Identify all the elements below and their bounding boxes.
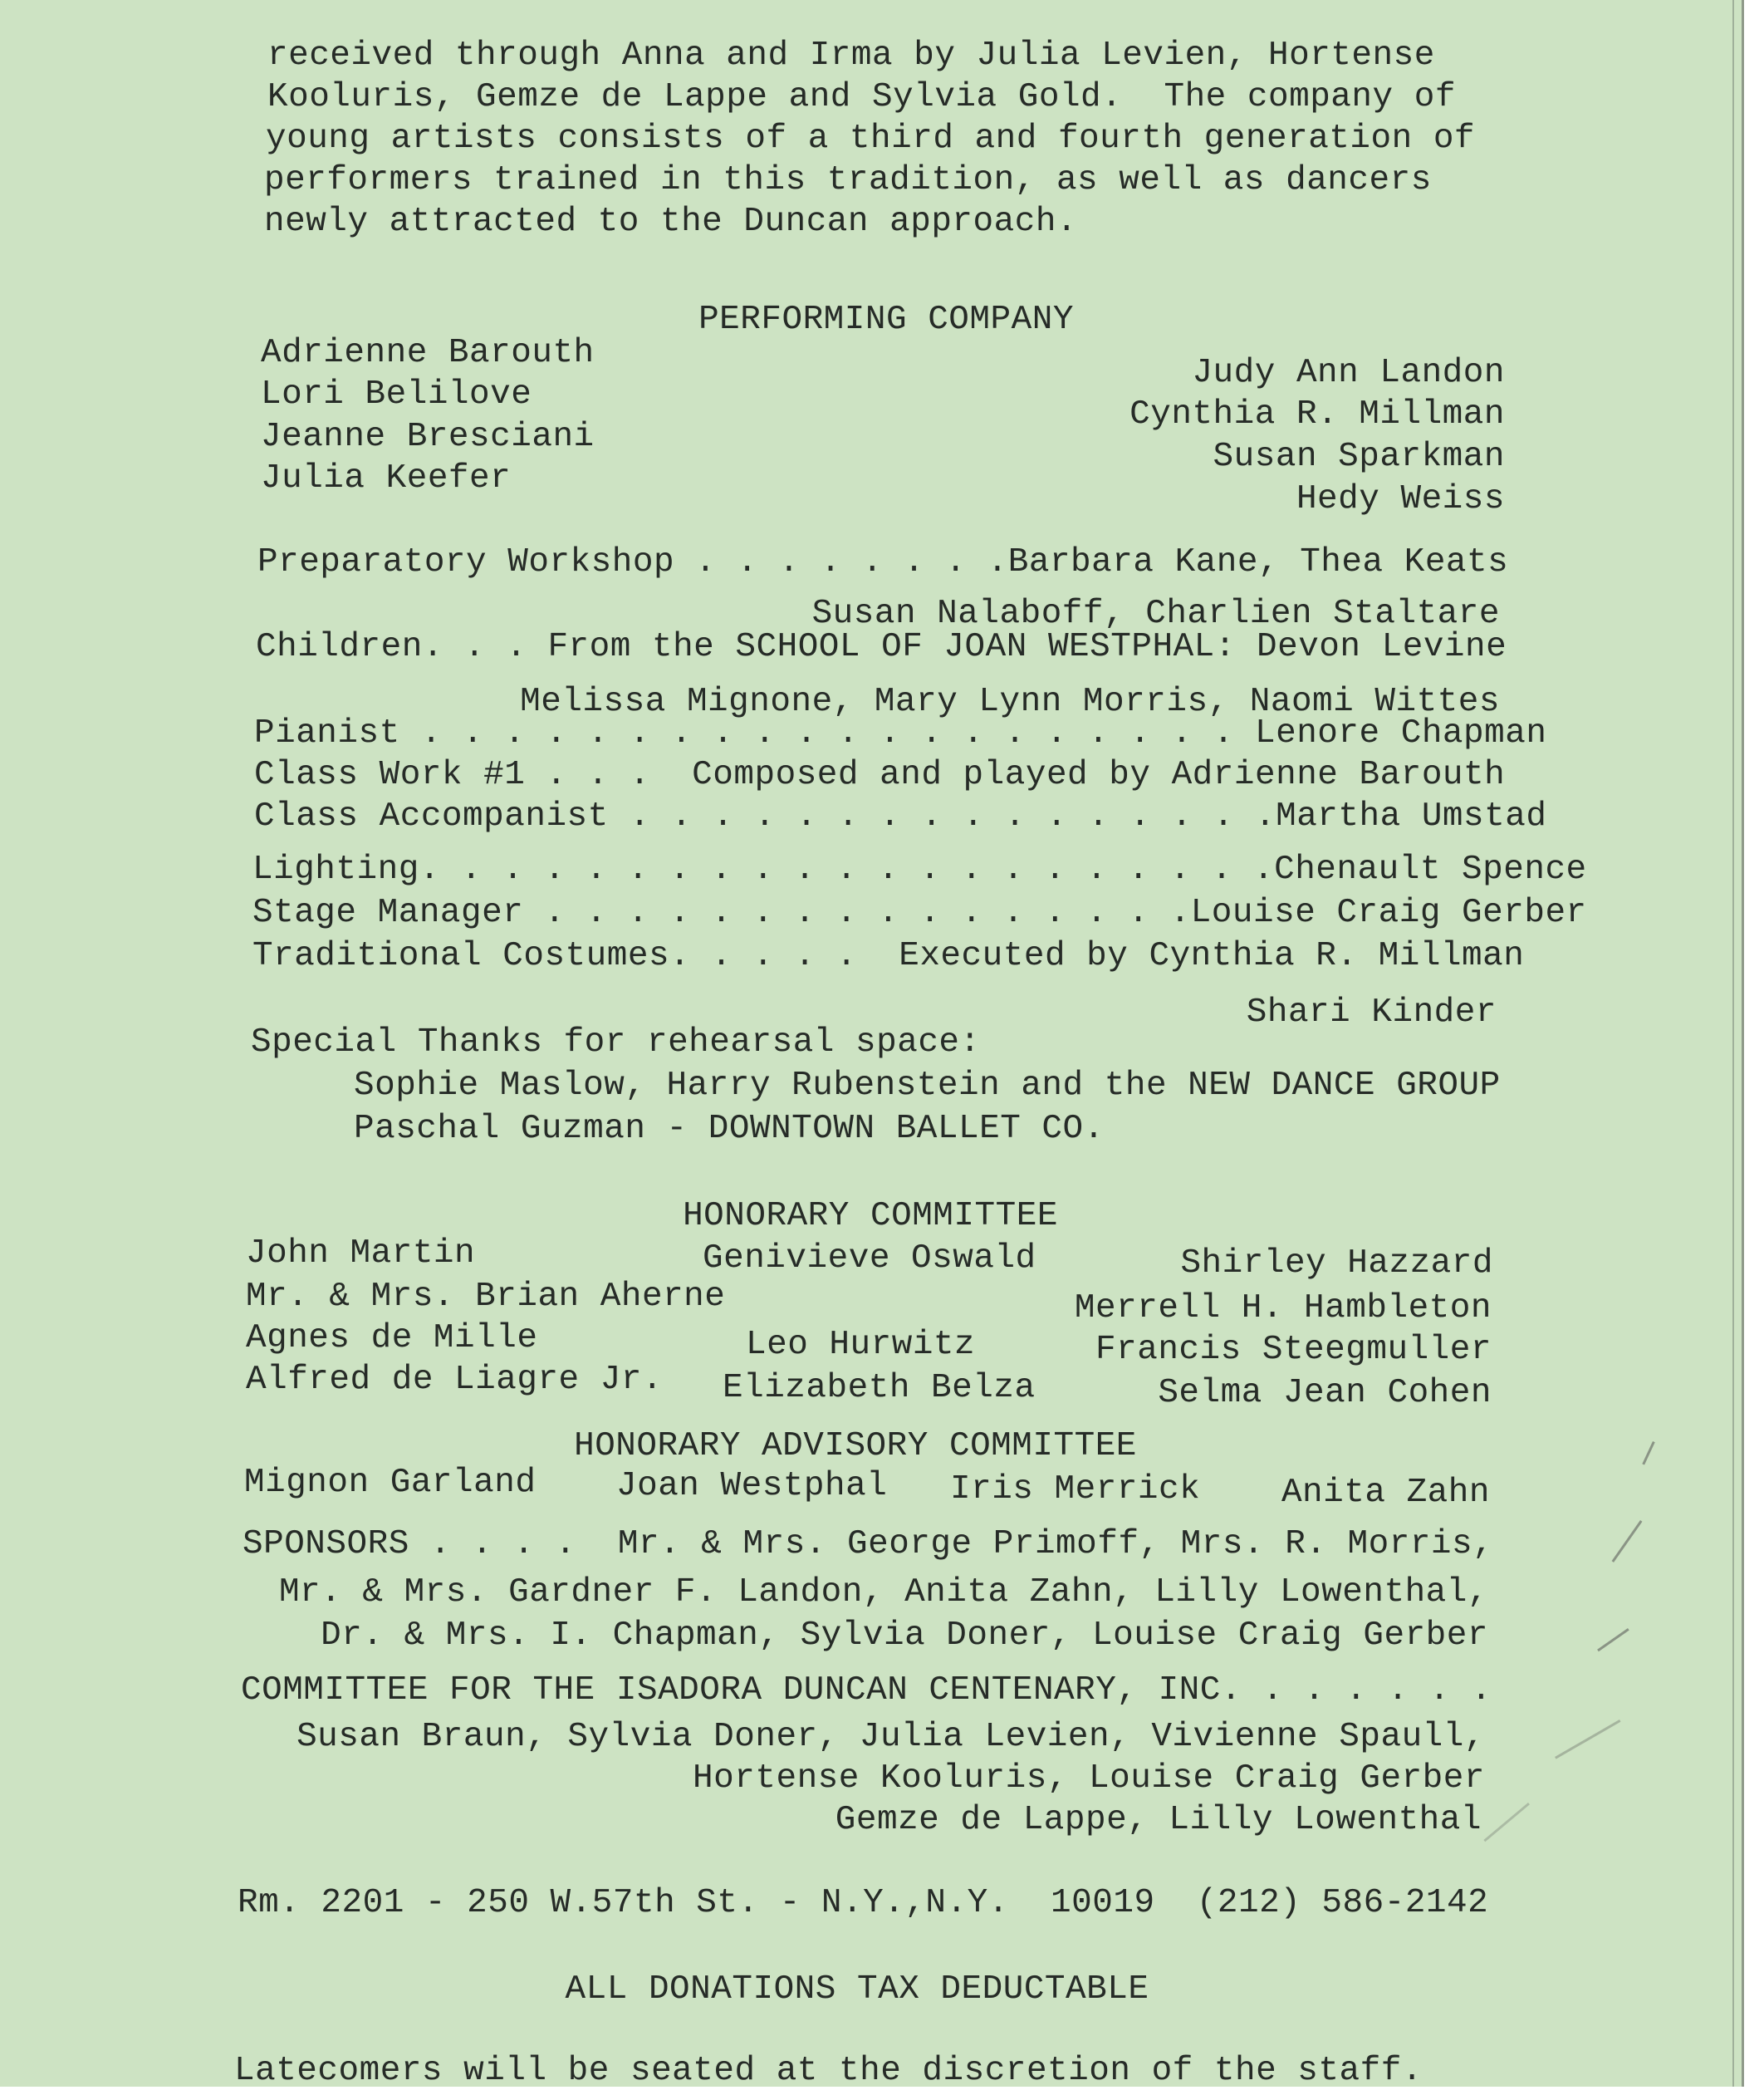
intro-line: received through Anna and Irma by Julia Levien, Hortense: [267, 37, 1435, 75]
thanks-line: Paschal Guzman - DOWNTOWN BALLET CO.: [354, 1110, 1105, 1148]
sponsors-line: SPONSORS . . . . Mr. & Mrs. George Primoff, Mrs. R. Morris,: [243, 1525, 1494, 1563]
committee-member: Selma Jean Cohen: [1158, 1374, 1492, 1412]
honorary-committee-heading: HONORARY COMMITTEE: [683, 1197, 1058, 1235]
company-member: Jeanne Bresciani: [261, 418, 595, 456]
company-member: Lori Belilove: [261, 375, 532, 414]
pencil-mark: [1597, 1628, 1629, 1651]
company-member: Susan Sparkman: [1213, 438, 1505, 476]
latecomers-note: Latecomers will be seated at the discretion of the staff.: [234, 2052, 1423, 2090]
advisory-member: Mignon Garland: [244, 1464, 537, 1502]
credit-line: Preparatory Workshop . . . . . . . .Barbara Kane, Thea Keats: [257, 543, 1509, 581]
donations-note: ALL DONATIONS TAX DEDUCTABLE: [565, 1970, 1149, 2009]
sponsors-line: Mr. & Mrs. Gardner F. Landon, Anita Zahn, Lilly Lowenthal,: [278, 1573, 1488, 1612]
centenary-line: Susan Braun, Sylvia Doner, Julia Levien, Vivienne Spaull,: [296, 1718, 1485, 1756]
intro-line: Kooluris, Gemze de Lappe and Sylvia Gold. The company of: [267, 78, 1456, 116]
company-member: Julia Keefer: [261, 459, 512, 498]
thanks-line: Sophie Maslow, Harry Rubenstein and the NEW DANCE GROUP: [354, 1067, 1501, 1105]
advisory-member: Anita Zahn: [1281, 1474, 1490, 1512]
credit-line: Children. . . From the SCHOOL OF JOAN WESTPHAL: Devon Levine: [256, 628, 1507, 666]
committee-member: Leo Hurwitz: [746, 1326, 976, 1364]
company-member: Adrienne Barouth: [261, 334, 595, 372]
page-edge: [1732, 0, 1734, 2087]
centenary-line: COMMITTEE FOR THE ISADORA DUNCAN CENTENARY, INC. . . . . . .: [241, 1671, 1492, 1710]
pencil-mark: [1612, 1520, 1643, 1563]
committee-member: Elizabeth Belza: [723, 1369, 1036, 1407]
committee-member: Genivieve Oswald: [703, 1239, 1036, 1278]
address-line: Rm. 2201 - 250 W.57th St. - N.Y.,N.Y. 10019 (212) 586-2142: [238, 1884, 1489, 1922]
credit-line: Traditional Costumes. . . . . Executed by Cynthia R. Millman: [252, 937, 1525, 975]
committee-member: John Martin: [246, 1234, 476, 1273]
company-member: Cynthia R. Millman: [1129, 395, 1505, 434]
credit-line: Class Work #1 . . . Composed and played by Adrienne Barouth: [254, 756, 1506, 794]
pencil-mark: [1483, 1803, 1530, 1842]
credit-line: Susan Nalaboff, Charlien Staltare: [811, 595, 1500, 633]
committee-member: Merrell H. Hambleton: [1074, 1289, 1492, 1327]
intro-line: newly attracted to the Duncan approach.: [264, 203, 1078, 241]
committee-member: Agnes de Mille: [246, 1319, 538, 1357]
centenary-line: Hortense Kooluris, Louise Craig Gerber: [693, 1759, 1485, 1798]
thanks-title: Special Thanks for rehearsal space:: [251, 1023, 981, 1062]
pencil-mark: [1642, 1441, 1654, 1464]
credit-line: Lighting. . . . . . . . . . . . . . . . . . . . .Chenault Spence: [252, 851, 1587, 889]
advisory-committee-heading: HONORARY ADVISORY COMMITTEE: [574, 1427, 1137, 1465]
sponsors-line: Dr. & Mrs. I. Chapman, Sylvia Doner, Louise Craig Gerber: [321, 1617, 1488, 1655]
committee-member: Mr. & Mrs. Brian Aherne: [246, 1278, 726, 1316]
pencil-mark: [1555, 1720, 1620, 1759]
committee-member: Alfred de Liagre Jr.: [246, 1361, 664, 1399]
advisory-member: Joan Westphal: [616, 1467, 888, 1505]
company-member: Hedy Weiss: [1296, 480, 1505, 518]
company-member: Judy Ann Landon: [1192, 354, 1505, 392]
advisory-member: Iris Merrick: [950, 1470, 1201, 1509]
performing-company-heading: PERFORMING COMPANY: [698, 301, 1074, 339]
committee-member: Shirley Hazzard: [1180, 1244, 1493, 1283]
credit-line: Pianist . . . . . . . . . . . . . . . . . . . . Lenore Chapman: [254, 714, 1547, 753]
credit-line: Melissa Mignone, Mary Lynn Morris, Naomi Wittes: [520, 683, 1500, 721]
committee-member: Francis Steegmuller: [1095, 1331, 1492, 1369]
credit-line: Stage Manager . . . . . . . . . . . . . . . .Louise Craig Gerber: [252, 894, 1587, 932]
centenary-line: Gemze de Lappe, Lilly Lowenthal: [835, 1801, 1482, 1839]
intro-line: performers trained in this tradition, as well as dancers: [264, 161, 1432, 199]
credit-line: Shari Kinder: [1246, 993, 1497, 1032]
intro-line: young artists consists of a third and fourth generation of: [266, 120, 1476, 158]
credit-line: Class Accompanist . . . . . . . . . . . . . . . .Martha Umstad: [254, 797, 1547, 836]
